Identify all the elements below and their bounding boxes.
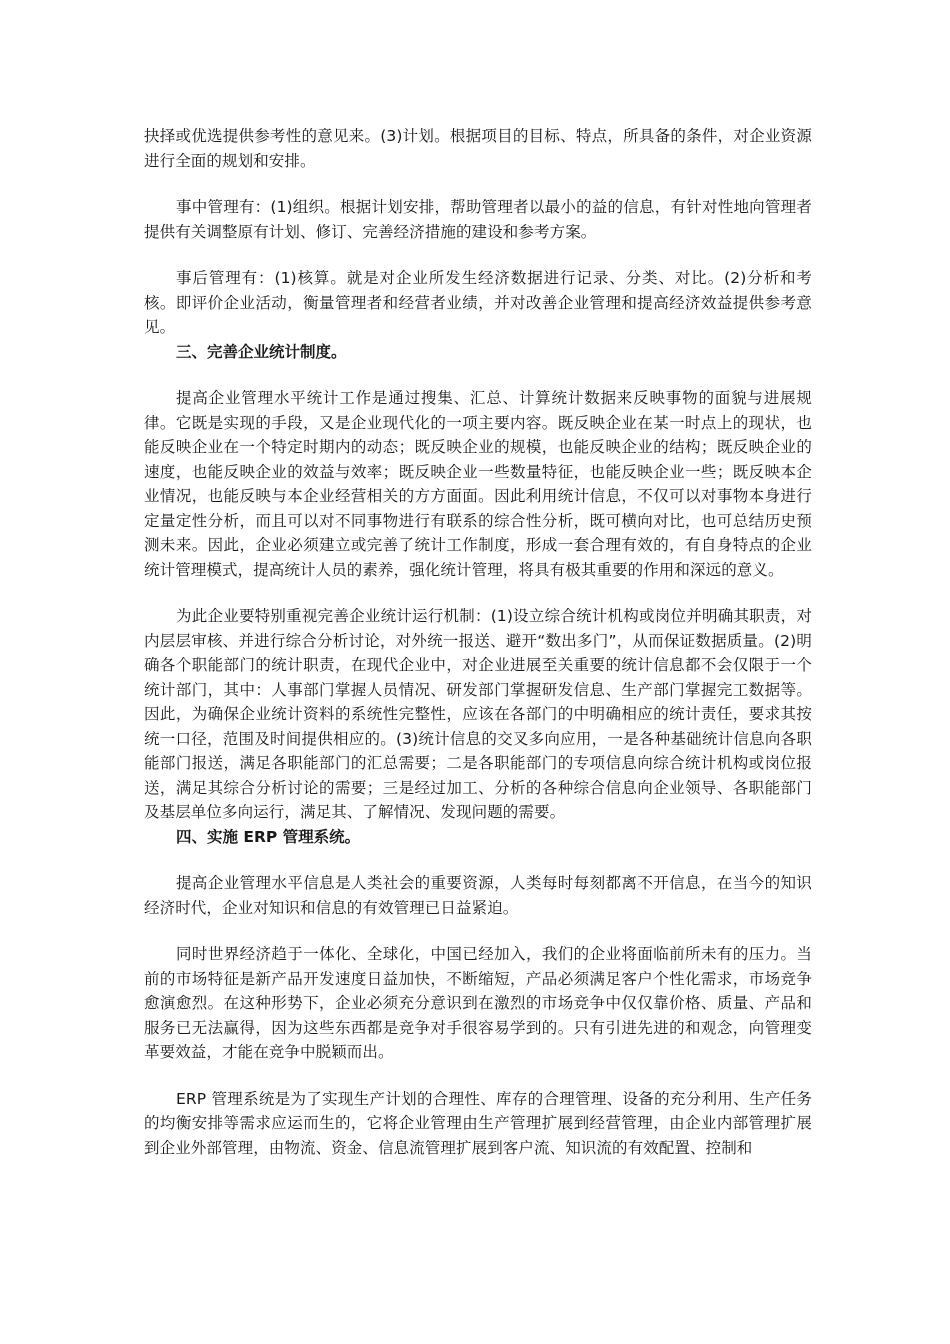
paragraph-post-management: 事后管理有：(1)核算。就是对企业所发生经济数据进行记录、分类、对比。(2)分析和考核。即评价企业活动，衡量管理者和经营者业绩，并对改善企业管理和提高经济效益提供参考意见。 — [144, 269, 812, 336]
paragraph-statistics-mechanism: 为此企业要特别重视完善企业统计运行机制：(1)设立综合统计机构或岗位并明确其职责，对内层层审核、并进行综合分析讨论，对外统一报送、避开“数出多门”，从而保证数据质量。(2)明确各个职能部门的统计职责，在现代企业中，对企业进展至关重要的统计信息都不会仅限于一个统计部门，其中：人事部门掌握人员情况、研发部门掌握研发信息、生产部门掌握完工数据等。因此，为确保企业统计资料的系统性完整性，应该在各部门的中明确相应的统计责任，要求其按统一口径，范围及时间提供相应的。(3)统计信息的交叉多向应用，一是各种基础统计信息向各职能部门报送，满足各职能部门的汇总需要；二是各职能部门的专项信息向综合统计机构或岗位报送，满足其综合分析讨论的需要；三是经过加工、分析的各种综合信息向企业领导、各职能部门及基层单位多向运行，满足其、了解情况、发现问题的需要。 — [144, 607, 812, 821]
paragraph-globalization: 同时世界经济趋于一体化、全球化，中国已经加入，我们的企业将面临前所未有的压力。当前的市场特征是新产品开发速度日益加快，不断缩短，产品必须满足客户个性化需求，市场竞争愈演愈烈。在这种形势下，企业必须充分意识到在激烈的市场竞争中仅仅靠价格、质量、产品和服务已无法赢得，因为这些东西都是竞争对手很容易学到的。只有引进先进的和观念，向管理变革要效益，才能在竞争中脱颖而出。 — [144, 945, 812, 1061]
document-page — [144, 124, 812, 1160]
section-heading-erp: 四、实施 ERP 管理系统。 — [176, 827, 361, 846]
paragraph-erp-system: ERP 管理系统是为了实现生产计划的合理性、库存的合理管理、设备的充分利用、生产任务的均衡安排等需求应运而生的，它将企业管理由生产管理扩展到经营管理，由企业内部管理扩展到企业外部管理，由物流、资金、信息流管理扩展到客户流、知识流的有效配置、控制和 — [144, 1089, 812, 1157]
paragraph-information-resource: 提高企业管理水平信息是人类社会的重要资源，人类每时每刻都离不开信息，在当今的知识经济时代，企业对知识和信息的有效管理已日益紧迫。 — [144, 874, 812, 917]
section-heading-statistics: 三、完善企业统计制度。 — [176, 342, 347, 361]
paragraph-in-process-management: 事中管理有：(1)组织。根据计划安排，帮助管理者以最小的益的信息，有针对性地向管理者提供有关调整原有计划、修订、完善经济措施的建设和参考方案。 — [144, 198, 812, 241]
paragraph-planning: 抉择或优选提供参考性的意见来。(3)计划。根据项目的目标、特点，所具备的条件，对企业资源进行全面的规划和安排。 — [144, 127, 812, 170]
paragraph-statistics-work: 提高企业管理水平统计工作是通过搜集、汇总、计算统计数据来反映事物的面貌与进展规律。它既是实现的手段，又是企业现代化的一项主要内容。既反映企业在某一时点上的现状，也能反映企业在一个特定时期内的动态；既反映企业的规模，也能反映企业的结构；既反映企业的速度，也能反映企业的效益与效率；既反映企业一些数量特征，也能反映企业一些；既反映本企业情况，也能反映与本企业经营相关的方方面面。因此利用统计信息，不仅可以对事物本身进行定量定性分析，而且可以对不同事物进行有联系的综合性分析，既可横向对比，也可总结历史预测未来。因此，企业必须建立或完善了统计工作制度，形成一套合理有效的，有自身特点的企业统计管理模式，提高统计人员的素养，强化统计管理，将具有极其重要的作用和深远的意义。 — [144, 389, 812, 579]
